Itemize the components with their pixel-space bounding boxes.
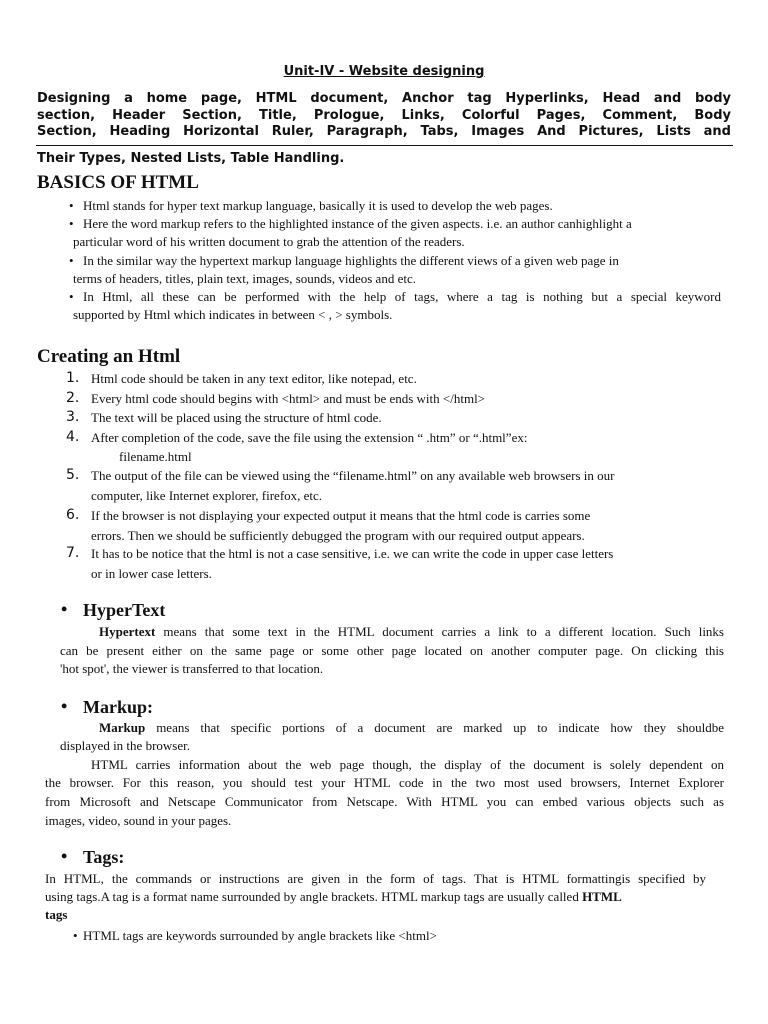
bullet-icon: • (61, 846, 68, 866)
bullet-item (69, 215, 723, 233)
numbered-item (66, 544, 731, 583)
hypertext-line: can be present either on the same page or some other page located on another computer page. On clicking this (60, 643, 724, 658)
item-number: 2. (66, 390, 80, 406)
syllabus-line: Section, Heading Horizontal Ruler, Paragraph, Tabs, Images And Pictures, Lists and (37, 124, 731, 139)
markup-para2-line: the browser. For this reason, you should test your HTML code in the two most used browsers, Internet Explorer (45, 775, 724, 790)
heading-text: HyperText (83, 600, 166, 620)
bullet-icon: • (69, 198, 74, 213)
item-number: 6. (66, 507, 80, 523)
section-heading-creating: Creating an Html (37, 346, 181, 367)
item-line: The text will be placed using the structure of html code. (91, 410, 382, 425)
bullet-item (73, 927, 723, 945)
markup-para2-line: from Microsoft and Netscape Communicator from Netscape. With HTML you can embed various objects such as (45, 794, 724, 809)
item-line: The output of the file can be viewed using the “filename.html” on any available web browsers in our (91, 468, 615, 483)
section-heading-tags (61, 846, 125, 868)
bullet-line-cont: supported by Html which indicates in between < , > symbols. (73, 307, 393, 322)
tags-text: using tags.A tag is a format name surrounded by angle brackets. HTML markup tags are usually called (45, 889, 583, 904)
hypertext-line: 'hot spot', the viewer is transferred to that location. (60, 661, 324, 676)
bullet-item (69, 288, 721, 306)
bullet-line: Here the word markup refers to the highlighted instance of the given aspects. i.e. an author canhighlight a (83, 216, 632, 231)
numbered-item (66, 369, 731, 389)
term-def: means that specific portions of a document are marked up to indicate how they shouldbe (145, 720, 724, 735)
document-title: Unit-IV - Website designing (283, 64, 485, 79)
item-line: or in lower case letters. (91, 565, 212, 581)
bullet-icon: • (61, 696, 68, 716)
bullet-line: HTML tags are keywords surrounded by angle brackets like <html> (83, 928, 437, 943)
tags-line (45, 888, 725, 907)
item-line: After completion of the code, save the file using the extension “ .htm” or “.html”ex: (91, 430, 528, 445)
numbered-item (66, 389, 731, 409)
syllabus-block (37, 91, 731, 141)
markup-line: displayed in the browser. (60, 738, 190, 753)
item-line: If the browser is not displaying your expected output it means that the html code is carries some (91, 508, 591, 523)
bullet-line: Html stands for hyper text markup language, basically it is used to develop the web pages. (83, 198, 553, 213)
bullet-icon: • (69, 289, 74, 304)
term-bold: Hypertext (99, 624, 156, 639)
numbered-item (66, 428, 731, 448)
item-number: 4. (66, 429, 80, 445)
bullet-icon: • (69, 253, 74, 268)
markup-line (99, 719, 724, 738)
tags-bold: HTML (582, 889, 622, 904)
section-heading-markup (61, 696, 154, 718)
horizontal-rule (36, 145, 733, 146)
bullet-icon: • (61, 599, 68, 619)
section-heading-basics: BASICS OF HTML (37, 172, 199, 193)
bullet-line-cont: terms of headers, titles, plain text, images, sounds, videos and etc. (73, 271, 416, 286)
item-line: computer, like Internet explorer, firefox, etc. (91, 487, 323, 503)
section-heading-hypertext (61, 599, 166, 621)
numbered-item (66, 408, 731, 428)
item-line: Html code should be taken in any text editor, like notepad, etc. (91, 371, 417, 386)
term-bold: Markup (99, 720, 146, 735)
bullet-line: In Html, all these can be performed with the help of tags, where a tag is nothing but a special keyword (83, 289, 721, 304)
heading-text: Tags: (83, 847, 125, 867)
bullet-item (69, 252, 723, 270)
bullet-item (69, 197, 723, 215)
item-line-cont: filename.html (119, 449, 192, 464)
numbered-item (66, 506, 731, 545)
hypertext-line (99, 623, 724, 642)
item-number: 7. (66, 545, 80, 561)
tags-bold: tags (45, 907, 68, 922)
bullet-line: In the similar way the hypertext markup language highlights the different views of a given web page in (83, 253, 619, 268)
syllabus-line: section, Header Section, Title, Prologue, Links, Colorful Pages, Comment, Body (37, 107, 731, 123)
item-number: 3. (66, 409, 80, 425)
tags-line: In HTML, the commands or instructions are given in the form of tags. That is HTML formattingis specified by (45, 871, 706, 886)
term-def: means that some text in the HTML document carries a link to a different location. Such links (155, 624, 724, 639)
bullet-icon: • (73, 928, 78, 943)
bullet-icon: • (69, 216, 74, 231)
item-line: It has to be notice that the html is not a case sensitive, i.e. we can write the code in upper case letters (91, 546, 614, 561)
syllabus-last-line: Their Types, Nested Lists, Table Handling. (37, 151, 345, 166)
syllabus-line: Designing a home page, HTML document, Anchor tag Hyperlinks, Head and body (37, 91, 731, 106)
numbered-item (66, 466, 731, 505)
bullet-line-cont: particular word of his written document to grab the attention of the readers. (73, 234, 465, 249)
item-line: errors. Then we should be sufficiently debugged the program with our required output appears. (91, 527, 585, 543)
tags-line (45, 906, 67, 925)
heading-text: Markup: (83, 697, 154, 717)
markup-para2-line: images, video, sound in your pages. (45, 813, 232, 828)
item-number: 1. (66, 370, 80, 386)
markup-para2-line: HTML carries information about the web page though, the display of the document is solely dependent on (91, 757, 724, 772)
item-number: 5. (66, 467, 80, 483)
item-line: Every html code should begins with <html> and must be ends with </html> (91, 391, 486, 406)
